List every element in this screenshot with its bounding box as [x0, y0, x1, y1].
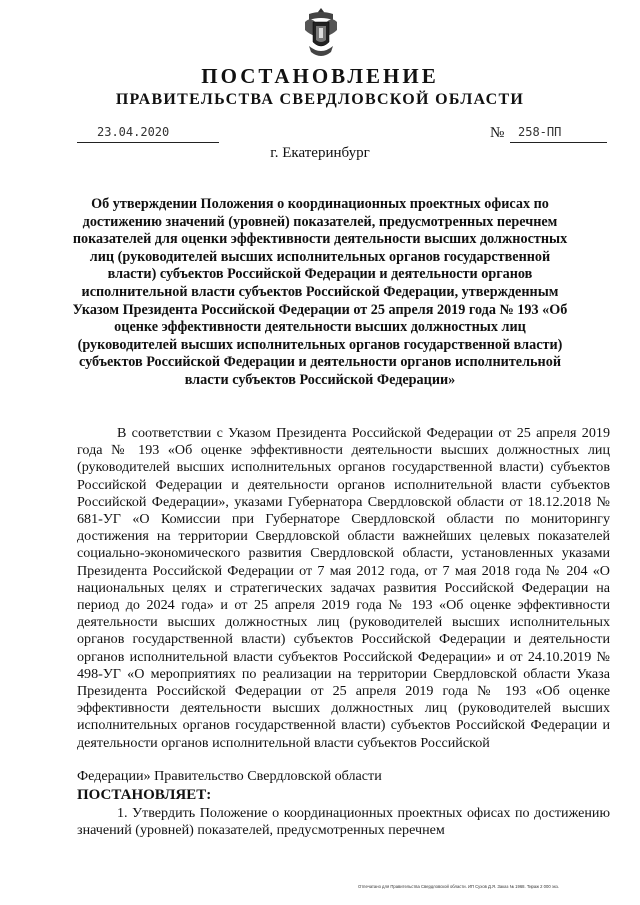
paragraph-item-1: 1. Утвердить Положение о координационных проектных офисах по достижению значений (уровней) показателей, предусмотренных перечнем — [77, 805, 610, 839]
document-title: ПОСТАНОВЛЕНИЕ — [201, 64, 439, 88]
city: г. Екатеринбург — [270, 145, 370, 161]
document-issuer: ПРАВИТЕЛЬСТВА СВЕРДЛОВСКОЙ ОБЛАСТИ — [115, 91, 525, 108]
document-date: 23.04.2020 — [77, 125, 219, 143]
document-number: 258-ПП — [510, 125, 607, 143]
paragraph-preamble: В соответствии с Указом Президента Российской Федерации от 25 апреля 2019 года № 193 «Об оценке эффективности деятельности высших должностных лиц (руководителей высших исполнительных органов государственной власти) субъектов Российской Федерации и деятельности органов исполнительной власти субъектов Российской Федерации», указами Губернатора Свердловской области от 18.12.2018 № 681-УГ «О Комиссии при Губернаторе Свердловской области по мониторингу достижения на территории Свердловской области важнейших целевых показателей социально-экономического развития Свердловской области, установленных указами Президента Российской Федерации от 7 мая 2012 года, от 7 мая 2018 года № 204 «О национальных целях и стратегических задачах развития Российской Федерации на период до 2024 года» и от 25 апреля 2019 года № 193 «Об оценке эффективности деятельности высших должностных лиц (руководителей высших исполнительных органов государственной власти) субъектов Российской Федерации и деятельности органов исполнительной власти субъектов Российской Федерации» и от 24.10.2019 № 498-УГ «О мероприятиях по реализации на территории Свердловской области Указа Президента Российской Федерации от 25 апреля 2019 года № 193 «Об оценке эффективности деятельности высших должностных лиц (руководителей высших исполнительных органов государственной власти) субъектов Российской Федерации и деятельности органов исполнительной власти субъектов Российской — [77, 425, 610, 751]
number-label: № — [490, 125, 505, 141]
paragraph-preamble-end: Федерации» Правительство Свердловской области — [77, 768, 382, 784]
print-note: Отпечатано для Правительства Свердловской области. ИП Сухов Д.Я. Заказ № 1968. Тираж 2 000 экз. — [358, 884, 559, 889]
document-heading: Об утверждении Положения о координационных проектных офисах по достижению значений (уровней) показателей, предусмотренных перечнем показателей для оценки эффективности деятельности высших должностных лиц (руководителей высших исполнительных органов государственной власти) субъектов Российской Федерации и деятельности органов исполнительной власти субъектов Российской Федерации, утвержденным Указом Президента Российской Федерации от 25 апреля 2019 года № 193 «Об оценке эффективности деятельности высших должностных лиц (руководителей высших исполнительных органов государственной власти) субъектов Российской Федерации и деятельности органов исполнительной власти субъектов Российской Федерации» — [72, 196, 568, 388]
coat-of-arms-icon — [303, 6, 339, 60]
resolve-keyword: ПОСТАНОВЛЯЕТ: — [77, 787, 212, 803]
